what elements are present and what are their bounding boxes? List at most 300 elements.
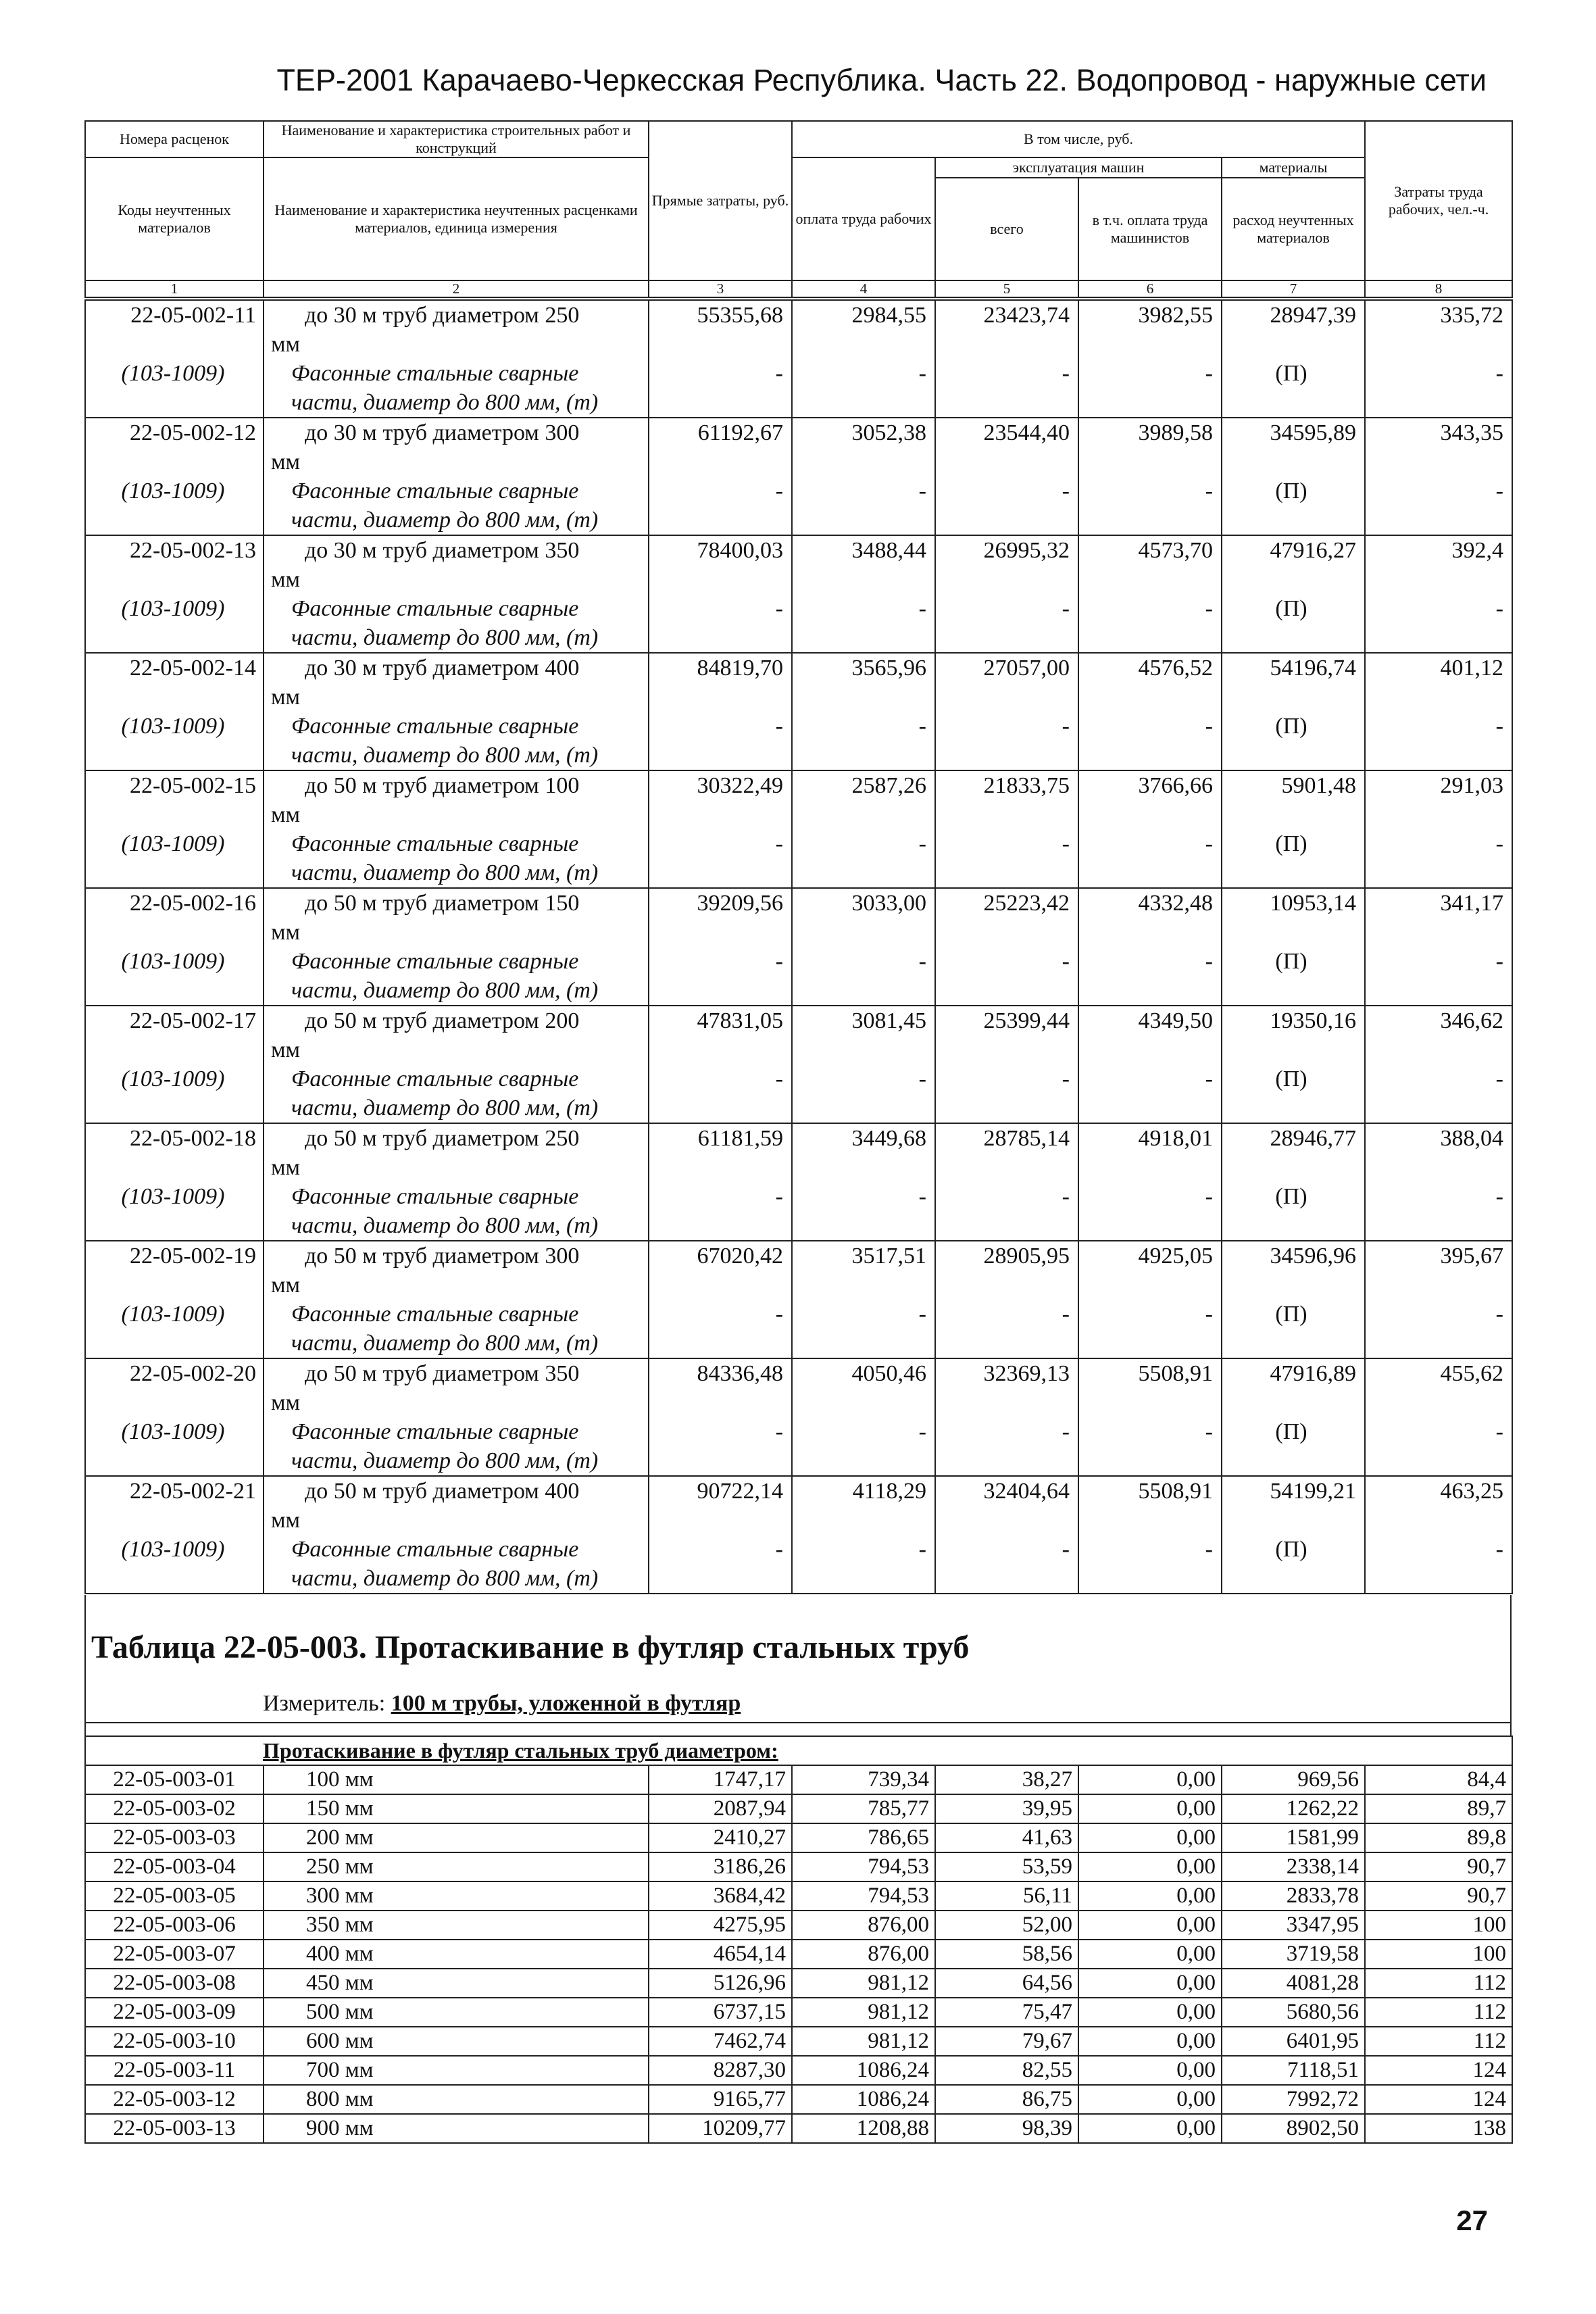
labor-pay-cell — [792, 418, 935, 535]
machines-total: 28905,95 — [983, 1244, 1070, 1269]
rate-description-cell — [264, 1358, 649, 1476]
materials: 28947,39 — [1270, 303, 1356, 328]
pipe-diameter: 500 мм — [264, 1998, 649, 2027]
dash: - — [1062, 1184, 1070, 1209]
materials: 28946,77 — [1270, 1126, 1356, 1151]
labor-cost-cell — [1365, 888, 1512, 1006]
header-labor-cost: Затраты труда рабочих, чел.-ч. — [1365, 121, 1512, 280]
labor-pay: 4118,29 — [852, 1479, 926, 1504]
materials: 6401,95 — [1222, 2027, 1365, 2056]
rate-code: 22-05-002-21 — [130, 1479, 256, 1504]
machines-total: 82,55 — [935, 2056, 1078, 2085]
pipe-diameter: 600 мм — [264, 2027, 649, 2056]
dash: - — [775, 714, 783, 739]
rate-code-cell — [85, 418, 264, 535]
labor-pay: 786,65 — [792, 1823, 935, 1852]
direct-costs: 4654,14 — [649, 1940, 792, 1969]
rate-code: 22-05-003-04 — [85, 1852, 264, 1881]
labor-pay: 3052,38 — [851, 420, 926, 445]
machines-total: 28785,14 — [983, 1126, 1070, 1151]
rate-code: 22-05-002-19 — [130, 1244, 256, 1269]
labor-pay: 1086,24 — [792, 2056, 935, 2085]
table-row — [85, 2027, 1512, 2056]
materials: 1262,22 — [1222, 1794, 1365, 1823]
machines-total-cell — [935, 300, 1078, 418]
materials-cell — [1222, 1241, 1365, 1358]
dash: - — [1205, 949, 1213, 974]
table-row — [85, 653, 1512, 770]
pipe-diameter: 150 мм — [264, 1794, 649, 1823]
materials: 969,56 — [1222, 1765, 1365, 1794]
dash: - — [1062, 1066, 1070, 1091]
direct-costs: 5126,96 — [649, 1969, 792, 1998]
machines-total: 21833,75 — [983, 773, 1070, 798]
direct-costs-cell — [649, 535, 792, 653]
machines-labor: 4925,05 — [1138, 1244, 1213, 1269]
labor-pay: 3517,51 — [851, 1244, 926, 1269]
labor-pay: 1086,24 — [792, 2085, 935, 2114]
labor-pay-cell — [792, 1006, 935, 1123]
header-name-bottom: Наименование и характеристика неучтенных расценками материалов, единица измерения — [264, 157, 649, 280]
labor-cost: 401,12 — [1440, 656, 1503, 681]
rate-code: 22-05-002-15 — [130, 773, 256, 798]
header-labor-pay: оплата труда рабочих — [792, 157, 935, 280]
dash: - — [1062, 949, 1070, 974]
table-row — [85, 1940, 1512, 1969]
labor-pay: 876,00 — [792, 1940, 935, 1969]
machines-labor: 3989,58 — [1138, 420, 1213, 445]
work-unit: мм — [271, 1273, 301, 1298]
dash: - — [918, 596, 926, 621]
machines-labor: 0,00 — [1078, 1765, 1222, 1794]
labor-cost-cell — [1365, 418, 1512, 535]
meter-prefix: Измеритель: — [263, 1691, 386, 1716]
machines-labor: 0,00 — [1078, 1940, 1222, 1969]
col-num-8: 8 — [1365, 280, 1512, 297]
direct-costs-cell — [649, 1006, 792, 1123]
dash: - — [1205, 478, 1213, 503]
labor-cost: 112 — [1365, 2027, 1512, 2056]
material-code: (103-1009) — [121, 1537, 225, 1562]
table-row — [85, 1998, 1512, 2027]
machines-total: 25223,42 — [983, 891, 1070, 916]
labor-pay: 981,12 — [792, 2027, 935, 2056]
dash: - — [1205, 714, 1213, 739]
dash: - — [1495, 1184, 1503, 1209]
work-unit: мм — [271, 685, 301, 710]
labor-pay: 981,12 — [792, 1969, 935, 1998]
materials-cell — [1222, 888, 1365, 1006]
work-name: до 50 м труб диаметром 250 — [305, 1126, 580, 1151]
labor-pay-cell — [792, 888, 935, 1006]
rate-description-cell — [264, 1241, 649, 1358]
direct-costs: 39209,56 — [697, 891, 783, 916]
work-unit: мм — [271, 1155, 301, 1180]
machines-total: 56,11 — [935, 1881, 1078, 1911]
labor-cost: 90,7 — [1365, 1852, 1512, 1881]
work-name: до 50 м труб диаметром 350 — [305, 1361, 580, 1386]
labor-pay-cell — [792, 1358, 935, 1476]
pipe-diameter: 800 мм — [264, 2085, 649, 2114]
direct-costs: 8287,30 — [649, 2056, 792, 2085]
dash: - — [1062, 596, 1070, 621]
labor-cost: 84,4 — [1365, 1765, 1512, 1794]
labor-pay: 3033,00 — [851, 891, 926, 916]
machines-total-cell — [935, 888, 1078, 1006]
header-machines-labor: в т.ч. оплата труда машинистов — [1078, 178, 1222, 280]
material-code: (103-1009) — [121, 949, 225, 974]
dash: - — [918, 478, 926, 503]
work-name: до 30 м труб диаметром 400 — [305, 656, 580, 681]
material-name: Фасонные стальные сварные части, диаметр до 800 мм, (т) — [291, 831, 599, 885]
machines-total: 75,47 — [935, 1998, 1078, 2027]
machines-total: 23423,74 — [983, 303, 1070, 328]
dash: - — [1495, 596, 1503, 621]
table-row — [85, 1006, 1512, 1123]
dash: - — [1205, 1302, 1213, 1327]
direct-costs: 30322,49 — [697, 773, 783, 798]
material-code: (103-1009) — [121, 361, 225, 386]
work-unit: мм — [271, 802, 301, 827]
direct-costs: 61181,59 — [697, 1126, 783, 1151]
material-mark: (П) — [1275, 1184, 1307, 1209]
table-row — [85, 1823, 1512, 1852]
table-row — [85, 770, 1512, 888]
machines-labor: 0,00 — [1078, 1998, 1222, 2027]
machines-total-cell — [935, 1241, 1078, 1358]
rate-code: 22-05-003-12 — [85, 2085, 264, 2114]
col-num-1: 1 — [85, 280, 264, 297]
materials: 2833,78 — [1222, 1881, 1365, 1911]
table-row — [85, 1476, 1512, 1594]
materials-cell — [1222, 1006, 1365, 1123]
rate-code: 22-05-003-09 — [85, 1998, 264, 2027]
rate-code: 22-05-003-07 — [85, 1940, 264, 1969]
machines-total-cell — [935, 1006, 1078, 1123]
labor-pay: 3081,45 — [851, 1008, 926, 1033]
direct-costs-cell — [649, 653, 792, 770]
work-name: до 30 м труб диаметром 300 — [305, 420, 580, 445]
machines-labor: 5508,91 — [1138, 1479, 1213, 1504]
pipe-diameter: 450 мм — [264, 1969, 649, 1998]
table-row — [85, 2056, 1512, 2085]
dash: - — [775, 1302, 783, 1327]
rate-description-cell — [264, 888, 649, 1006]
table-row — [85, 1794, 1512, 1823]
rate-code-cell — [85, 1123, 264, 1241]
labor-cost: 90,7 — [1365, 1881, 1512, 1911]
materials: 47916,27 — [1270, 538, 1356, 563]
table-row — [85, 1881, 1512, 1911]
machines-labor-cell — [1078, 418, 1222, 535]
dash: - — [918, 949, 926, 974]
machines-labor: 0,00 — [1078, 1823, 1222, 1852]
labor-pay: 981,12 — [792, 1998, 935, 2027]
machines-total: 32404,64 — [983, 1479, 1070, 1504]
dash: - — [1205, 596, 1213, 621]
col-num-2: 2 — [264, 280, 649, 297]
dash: - — [1062, 478, 1070, 503]
divider — [86, 1722, 1510, 1723]
materials-cell — [1222, 1123, 1365, 1241]
pipe-diameter: 700 мм — [264, 2056, 649, 2085]
pipe-diameter: 100 мм — [264, 1765, 649, 1794]
rate-code: 22-05-002-17 — [130, 1008, 256, 1033]
labor-pay: 3449,68 — [851, 1126, 926, 1151]
table-003-heading — [84, 1595, 1512, 1737]
labor-pay: 785,77 — [792, 1794, 935, 1823]
direct-costs: 3186,26 — [649, 1852, 792, 1881]
rate-description-cell — [264, 1476, 649, 1594]
table-row — [85, 2114, 1512, 2143]
col-num-4: 4 — [792, 280, 935, 297]
col-num-5: 5 — [935, 280, 1078, 297]
direct-costs: 9165,77 — [649, 2085, 792, 2114]
table-003-title: Таблица 22-05-003. Протаскивание в футляр стальных труб — [91, 1629, 970, 1665]
labor-pay: 4050,46 — [851, 1361, 926, 1386]
rate-code: 22-05-002-12 — [130, 420, 256, 445]
material-code: (103-1009) — [121, 596, 225, 621]
labor-cost: 291,03 — [1440, 773, 1503, 798]
material-name: Фасонные стальные сварные части, диаметр до 800 мм, (т) — [291, 1302, 599, 1356]
machines-total: 23544,40 — [983, 420, 1070, 445]
materials: 8902,50 — [1222, 2114, 1365, 2143]
work-unit: мм — [271, 567, 301, 592]
rate-description-cell — [264, 535, 649, 653]
labor-cost: 89,7 — [1365, 1794, 1512, 1823]
labor-pay: 876,00 — [792, 1911, 935, 1940]
machines-labor-cell — [1078, 653, 1222, 770]
direct-costs-cell — [649, 888, 792, 1006]
rate-code-cell — [85, 300, 264, 418]
dash: - — [918, 1302, 926, 1327]
dash: - — [1205, 1184, 1213, 1209]
material-code: (103-1009) — [121, 1302, 225, 1327]
work-name: до 50 м труб диаметром 100 — [305, 773, 580, 798]
labor-cost-cell — [1365, 770, 1512, 888]
materials: 54199,21 — [1270, 1479, 1356, 1504]
work-unit: мм — [271, 920, 301, 945]
work-unit: мм — [271, 1390, 301, 1415]
machines-total: 58,56 — [935, 1940, 1078, 1969]
direct-costs-cell — [649, 1476, 792, 1594]
dash: - — [1495, 478, 1503, 503]
material-mark: (П) — [1275, 949, 1307, 974]
labor-cost: 455,62 — [1440, 1361, 1503, 1386]
dash: - — [1495, 949, 1503, 974]
dash: - — [918, 361, 926, 386]
dash: - — [1495, 831, 1503, 856]
dash: - — [775, 1066, 783, 1091]
labor-cost: 100 — [1365, 1940, 1512, 1969]
machines-total-cell — [935, 653, 1078, 770]
labor-cost-cell — [1365, 1241, 1512, 1358]
machines-total: 53,59 — [935, 1852, 1078, 1881]
work-name: до 50 м труб диаметром 400 — [305, 1479, 580, 1504]
rate-code-cell — [85, 770, 264, 888]
direct-costs: 6737,15 — [649, 1998, 792, 2027]
material-mark: (П) — [1275, 1537, 1307, 1562]
dash: - — [918, 1066, 926, 1091]
direct-costs: 4275,95 — [649, 1911, 792, 1940]
machines-total: 39,95 — [935, 1794, 1078, 1823]
labor-cost: 388,04 — [1440, 1126, 1503, 1151]
labor-cost: 335,72 — [1440, 303, 1503, 328]
material-code: (103-1009) — [121, 1066, 225, 1091]
material-name: Фасонные стальные сварные части, диаметр до 800 мм, (т) — [291, 1537, 599, 1591]
direct-costs: 78400,03 — [697, 538, 783, 563]
rate-description-cell — [264, 300, 649, 418]
machines-labor: 3982,55 — [1138, 303, 1213, 328]
direct-costs: 84336,48 — [697, 1361, 783, 1386]
machines-labor-cell — [1078, 770, 1222, 888]
direct-costs-cell — [649, 418, 792, 535]
dash: - — [1495, 714, 1503, 739]
materials: 7118,51 — [1222, 2056, 1365, 2085]
machines-total: 27057,00 — [983, 656, 1070, 681]
machines-total: 25399,44 — [983, 1008, 1070, 1033]
machines-total-cell — [935, 770, 1078, 888]
table-row — [85, 1358, 1512, 1476]
machines-labor: 4918,01 — [1138, 1126, 1213, 1151]
dash: - — [1205, 831, 1213, 856]
dash: - — [918, 1184, 926, 1209]
table-row — [85, 2085, 1512, 2114]
labor-cost: 112 — [1365, 1998, 1512, 2027]
table-row — [85, 1911, 1512, 1940]
material-mark: (П) — [1275, 1066, 1307, 1091]
col-num-6: 6 — [1078, 280, 1222, 297]
dash: - — [1495, 1537, 1503, 1562]
labor-pay: 3488,44 — [851, 538, 926, 563]
table-row — [85, 1241, 1512, 1358]
labor-pay-cell — [792, 535, 935, 653]
dash: - — [775, 831, 783, 856]
materials: 4081,28 — [1222, 1969, 1365, 1998]
material-name: Фасонные стальные сварные части, диаметр до 800 мм, (т) — [291, 1066, 599, 1121]
rate-code: 22-05-003-05 — [85, 1881, 264, 1911]
labor-cost-cell — [1365, 1006, 1512, 1123]
table-row — [85, 1765, 1512, 1794]
materials-cell — [1222, 1358, 1365, 1476]
machines-total: 32369,13 — [983, 1361, 1070, 1386]
machines-labor: 0,00 — [1078, 2027, 1222, 2056]
machines-total: 98,39 — [935, 2114, 1078, 2143]
col-num-7: 7 — [1222, 280, 1365, 297]
rate-code: 22-05-003-13 — [85, 2114, 264, 2143]
rate-code: 22-05-003-10 — [85, 2027, 264, 2056]
table-row — [85, 535, 1512, 653]
labor-cost-cell — [1365, 1123, 1512, 1241]
materials: 5680,56 — [1222, 1998, 1365, 2027]
rate-code-cell — [85, 1241, 264, 1358]
table-003-subtitle: Протаскивание в футляр стальных труб диаметром: — [85, 1736, 1512, 1765]
machines-total: 41,63 — [935, 1823, 1078, 1852]
labor-cost: 346,62 — [1440, 1008, 1503, 1033]
material-mark: (П) — [1275, 596, 1307, 621]
table-row — [85, 888, 1512, 1006]
labor-pay-cell — [792, 1123, 935, 1241]
machines-labor: 0,00 — [1078, 2085, 1222, 2114]
machines-labor: 3766,66 — [1138, 773, 1213, 798]
materials-cell — [1222, 770, 1365, 888]
work-unit: мм — [271, 1508, 301, 1533]
table-row — [85, 418, 1512, 535]
table-row — [85, 300, 1512, 418]
materials-cell — [1222, 418, 1365, 535]
labor-cost-cell — [1365, 653, 1512, 770]
dash: - — [1062, 1419, 1070, 1444]
machines-labor-cell — [1078, 1006, 1222, 1123]
machines-labor: 4332,48 — [1138, 891, 1213, 916]
labor-cost-cell — [1365, 1476, 1512, 1594]
direct-costs: 2410,27 — [649, 1823, 792, 1852]
machines-labor-cell — [1078, 1476, 1222, 1594]
direct-costs: 10209,77 — [649, 2114, 792, 2143]
labor-pay-cell — [792, 300, 935, 418]
machines-total: 52,00 — [935, 1911, 1078, 1940]
machines-labor: 0,00 — [1078, 1794, 1222, 1823]
pipe-diameter: 250 мм — [264, 1852, 649, 1881]
materials: 3347,95 — [1222, 1911, 1365, 1940]
work-name: до 50 м труб диаметром 150 — [305, 891, 580, 916]
rate-code: 22-05-002-14 — [130, 656, 256, 681]
material-name: Фасонные стальные сварные части, диаметр до 800 мм, (т) — [291, 949, 599, 1003]
dash: - — [1062, 831, 1070, 856]
rate-code: 22-05-002-20 — [130, 1361, 256, 1386]
pipe-diameter: 900 мм — [264, 2114, 649, 2143]
labor-pay: 794,53 — [792, 1852, 935, 1881]
table-row — [85, 1123, 1512, 1241]
rate-description-cell — [264, 418, 649, 535]
rate-description-cell — [264, 770, 649, 888]
work-name: до 30 м труб диаметром 250 — [305, 303, 580, 328]
machines-labor: 0,00 — [1078, 1969, 1222, 1998]
dash: - — [775, 1184, 783, 1209]
material-name: Фасонные стальные сварные части, диаметр до 800 мм, (т) — [291, 1419, 599, 1473]
direct-costs: 61192,67 — [697, 420, 783, 445]
dash: - — [1062, 1302, 1070, 1327]
machines-total: 86,75 — [935, 2085, 1078, 2114]
machines-total-cell — [935, 1358, 1078, 1476]
machines-labor: 4576,52 — [1138, 656, 1213, 681]
labor-pay-cell — [792, 770, 935, 888]
dash: - — [775, 949, 783, 974]
dash: - — [1205, 1066, 1213, 1091]
header-materials-uncounted: расход неучтенных материалов — [1222, 178, 1365, 280]
pipe-diameter: 400 мм — [264, 1940, 649, 1969]
machines-labor: 5508,91 — [1138, 1361, 1213, 1386]
dash: - — [1495, 1419, 1503, 1444]
direct-costs: 55355,68 — [697, 303, 783, 328]
header-name-top: Наименование и характеристика строительных работ и конструкций — [264, 121, 649, 157]
labor-pay: 3565,96 — [851, 656, 926, 681]
dash: - — [1062, 1537, 1070, 1562]
machines-labor: 4573,70 — [1138, 538, 1213, 563]
work-unit: мм — [271, 332, 301, 357]
material-mark: (П) — [1275, 478, 1307, 503]
dash: - — [1495, 1302, 1503, 1327]
meter-value: 100 м трубы, уложенной в футляр — [391, 1691, 741, 1716]
materials: 5901,48 — [1281, 773, 1356, 798]
machines-labor: 0,00 — [1078, 1852, 1222, 1881]
rate-code: 22-05-003-02 — [85, 1794, 264, 1823]
machines-total: 79,67 — [935, 2027, 1078, 2056]
dash: - — [918, 1419, 926, 1444]
dash: - — [775, 361, 783, 386]
materials: 10953,14 — [1270, 891, 1356, 916]
machines-labor-cell — [1078, 300, 1222, 418]
